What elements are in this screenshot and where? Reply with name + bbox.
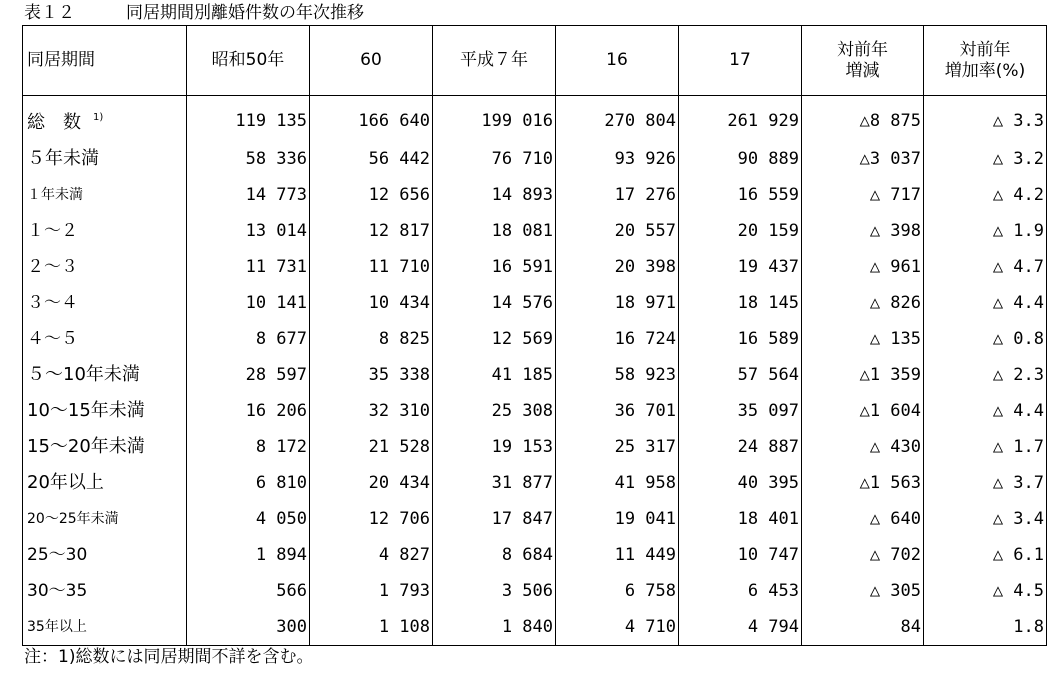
cell-change: △ 305 xyxy=(802,573,924,609)
header-change-line1: 対前年 xyxy=(837,39,888,60)
table-row xyxy=(23,609,1047,646)
row-label-text: ３～４ xyxy=(27,293,78,313)
cell-value: 4 827 xyxy=(310,537,433,573)
cell-change: △ 135 xyxy=(802,321,924,357)
cell-value: 18 401 xyxy=(679,501,802,537)
cell-value: 14 576 xyxy=(433,285,556,321)
table-row xyxy=(23,429,1047,465)
cell-value: 93 926 xyxy=(556,141,679,177)
row-label xyxy=(23,357,187,393)
cell-value: 18 971 xyxy=(556,285,679,321)
cell-change: △ 717 xyxy=(802,177,924,213)
cell-value: 16 724 xyxy=(556,321,679,357)
cell-value: 58 923 xyxy=(556,357,679,393)
row-label-text: 15～20年未満 xyxy=(27,436,145,457)
cell-value: 11 449 xyxy=(556,537,679,573)
cell-value: 21 528 xyxy=(310,429,433,465)
cell-value: 3 506 xyxy=(433,573,556,609)
header-col-2: 60 xyxy=(310,26,433,96)
row-label-text: ４～５ xyxy=(27,329,78,349)
cell-value: 10 747 xyxy=(679,537,802,573)
cell-value: 119 135 xyxy=(187,96,310,142)
cell-value: 16 591 xyxy=(433,249,556,285)
row-label xyxy=(23,249,187,285)
cell-value: 57 564 xyxy=(679,357,802,393)
row-label xyxy=(23,429,187,465)
row-label xyxy=(23,285,187,321)
cell-change: △ 640 xyxy=(802,501,924,537)
row-label xyxy=(23,141,187,177)
cell-value: 24 887 xyxy=(679,429,802,465)
cell-rate: △ 6.1 xyxy=(924,537,1047,573)
cell-change: △ 430 xyxy=(802,429,924,465)
cell-value: 1 894 xyxy=(187,537,310,573)
table-row xyxy=(23,96,1047,142)
cell-value: 76 710 xyxy=(433,141,556,177)
row-label-text: ５～10年未満 xyxy=(27,364,140,385)
cell-rate: △ 4.2 xyxy=(924,177,1047,213)
table-row xyxy=(23,501,1047,537)
cell-value: 16 559 xyxy=(679,177,802,213)
row-label xyxy=(23,537,187,573)
cell-value: 20 398 xyxy=(556,249,679,285)
row-label xyxy=(23,609,187,646)
cell-change: △1 563 xyxy=(802,465,924,501)
cell-change: 84 xyxy=(802,609,924,646)
table-row xyxy=(23,321,1047,357)
header-rate-line1: 対前年 xyxy=(959,39,1011,60)
cell-value: 41 185 xyxy=(433,357,556,393)
table-row xyxy=(23,393,1047,429)
cell-value: 41 958 xyxy=(556,465,679,501)
table-row xyxy=(23,285,1047,321)
cell-value: 16 589 xyxy=(679,321,802,357)
cell-value: 11 731 xyxy=(187,249,310,285)
cell-value: 18 145 xyxy=(679,285,802,321)
cell-rate: △ 0.8 xyxy=(924,321,1047,357)
table-row xyxy=(23,141,1047,177)
cell-value: 4 710 xyxy=(556,609,679,646)
cell-value: 32 310 xyxy=(310,393,433,429)
cell-value: 25 317 xyxy=(556,429,679,465)
header-change xyxy=(802,26,924,96)
footnote-marker: 1) xyxy=(93,112,104,123)
cell-rate: △ 3.7 xyxy=(924,465,1047,501)
row-label-text: １～２ xyxy=(27,221,78,241)
cell-value: 300 xyxy=(187,609,310,646)
cell-value: 270 804 xyxy=(556,96,679,142)
cell-value: 6 758 xyxy=(556,573,679,609)
row-label xyxy=(23,573,187,609)
table-row xyxy=(23,249,1047,285)
cell-value: 10 141 xyxy=(187,285,310,321)
cell-value: 199 016 xyxy=(433,96,556,142)
cell-value: 13 014 xyxy=(187,213,310,249)
cell-value: 1 108 xyxy=(310,609,433,646)
cell-change: △3 037 xyxy=(802,141,924,177)
row-label xyxy=(23,177,187,213)
header-col-3: 平成７年 xyxy=(433,26,556,96)
row-label-text: 総 数 xyxy=(27,112,81,133)
cell-value: 166 640 xyxy=(310,96,433,142)
table-row xyxy=(23,573,1047,609)
cell-value: 4 050 xyxy=(187,501,310,537)
header-rate xyxy=(924,26,1047,96)
cell-rate: 1.8 xyxy=(924,609,1047,646)
cell-value: 17 276 xyxy=(556,177,679,213)
row-label xyxy=(23,213,187,249)
header-col-5: 17 xyxy=(679,26,802,96)
cell-value: 19 153 xyxy=(433,429,556,465)
cell-rate: △ 3.4 xyxy=(924,501,1047,537)
row-label-text: ２～３ xyxy=(27,257,78,277)
cell-change: △1 604 xyxy=(802,393,924,429)
cell-rate: △ 4.4 xyxy=(924,393,1047,429)
cell-value: 4 794 xyxy=(679,609,802,646)
cell-rate: △ 3.3 xyxy=(924,96,1047,142)
row-label xyxy=(23,501,187,537)
cell-value: 14 893 xyxy=(433,177,556,213)
cell-change: △8 875 xyxy=(802,96,924,142)
cell-rate: △ 4.5 xyxy=(924,573,1047,609)
divorce-table xyxy=(22,25,1047,646)
cell-rate: △ 1.9 xyxy=(924,213,1047,249)
cell-value: 16 206 xyxy=(187,393,310,429)
cell-value: 8 172 xyxy=(187,429,310,465)
cell-change: △ 826 xyxy=(802,285,924,321)
cell-value: 14 773 xyxy=(187,177,310,213)
cell-value: 566 xyxy=(187,573,310,609)
cell-rate: △ 4.7 xyxy=(924,249,1047,285)
row-label-text: 25～30 xyxy=(27,545,88,565)
cell-value: 40 395 xyxy=(679,465,802,501)
cell-value: 35 338 xyxy=(310,357,433,393)
row-label xyxy=(23,321,187,357)
row-label-text: ５年未満 xyxy=(27,148,99,169)
cell-value: 6 453 xyxy=(679,573,802,609)
table-row xyxy=(23,177,1047,213)
cell-value: 36 701 xyxy=(556,393,679,429)
cell-value: 31 877 xyxy=(433,465,556,501)
header-col-1: 昭和50年 xyxy=(187,26,310,96)
header-rate-line2: 増加率(%) xyxy=(944,60,1026,81)
cell-rate: △ 2.3 xyxy=(924,357,1047,393)
cell-value: 18 081 xyxy=(433,213,556,249)
header-row xyxy=(23,26,1047,96)
cell-value: 56 442 xyxy=(310,141,433,177)
cell-value: 28 597 xyxy=(187,357,310,393)
cell-value: 1 793 xyxy=(310,573,433,609)
cell-change: △ 398 xyxy=(802,213,924,249)
cell-value: 58 336 xyxy=(187,141,310,177)
cell-value: 1 840 xyxy=(433,609,556,646)
cell-rate: △ 1.7 xyxy=(924,429,1047,465)
header-change-line2: 増減 xyxy=(845,60,880,81)
header-label: 同居期間 xyxy=(23,26,187,96)
cell-rate: △ 3.2 xyxy=(924,141,1047,177)
row-label-text: １年未満 xyxy=(27,187,83,203)
row-label xyxy=(23,393,187,429)
table-row xyxy=(23,357,1047,393)
row-label-text: 20年以上 xyxy=(27,472,104,493)
cell-value: 35 097 xyxy=(679,393,802,429)
cell-value: 8 684 xyxy=(433,537,556,573)
table-row xyxy=(23,213,1047,249)
cell-change: △ 961 xyxy=(802,249,924,285)
row-label-text: 20～25年未満 xyxy=(27,511,119,527)
row-label-text: 10～15年未満 xyxy=(27,400,145,421)
row-label-text: 30～35 xyxy=(27,581,88,601)
row-label xyxy=(23,96,187,142)
cell-value: 8 825 xyxy=(310,321,433,357)
cell-value: 20 557 xyxy=(556,213,679,249)
row-label-text: 35年以上 xyxy=(27,619,87,635)
cell-value: 12 569 xyxy=(433,321,556,357)
cell-value: 17 847 xyxy=(433,501,556,537)
cell-value: 20 434 xyxy=(310,465,433,501)
cell-value: 8 677 xyxy=(187,321,310,357)
cell-value: 90 889 xyxy=(679,141,802,177)
cell-change: △ 702 xyxy=(802,537,924,573)
header-col-4: 16 xyxy=(556,26,679,96)
cell-rate: △ 4.4 xyxy=(924,285,1047,321)
cell-value: 20 159 xyxy=(679,213,802,249)
cell-value: 25 308 xyxy=(433,393,556,429)
cell-value: 12 817 xyxy=(310,213,433,249)
row-label xyxy=(23,465,187,501)
cell-value: 10 434 xyxy=(310,285,433,321)
cell-value: 261 929 xyxy=(679,96,802,142)
table-title: 表１２ 同居期間別離婚件数の年次推移 xyxy=(24,3,364,23)
footnote: 注：1)総数には同居期間不詳を含む。 xyxy=(24,647,314,667)
cell-value: 11 710 xyxy=(310,249,433,285)
table-row xyxy=(23,465,1047,501)
table-row xyxy=(23,537,1047,573)
cell-value: 12 706 xyxy=(310,501,433,537)
cell-change: △1 359 xyxy=(802,357,924,393)
cell-value: 6 810 xyxy=(187,465,310,501)
cell-value: 19 437 xyxy=(679,249,802,285)
cell-value: 19 041 xyxy=(556,501,679,537)
cell-value: 12 656 xyxy=(310,177,433,213)
